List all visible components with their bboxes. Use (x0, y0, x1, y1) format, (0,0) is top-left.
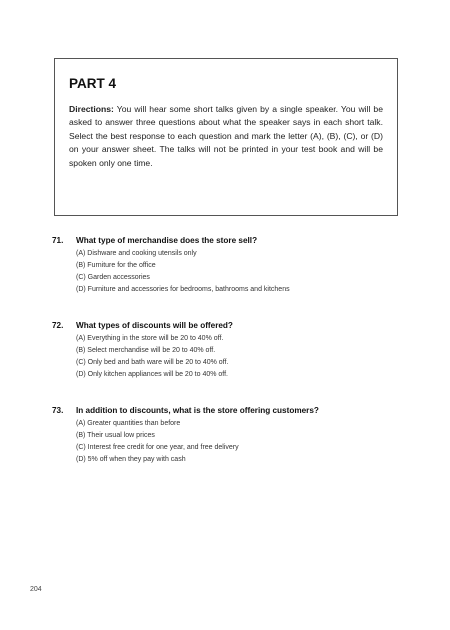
option-d: (D) 5% off when they pay with cash (76, 456, 186, 463)
answer-options (76, 333, 412, 381)
option-b: (B) Their usual low prices (76, 432, 155, 439)
directions-body: You will hear some short talks given by a single speaker. You will be asked to answer three questions about what the speaker says in each short talk. Select the best response to each question and mark the letter (A), (B), (C), or (D) on your answer sheet. The talks will not be printed in your test book and will be spoken only one time. (69, 104, 383, 168)
option-a: (A) Everything in the store will be 20 to 40% off. (76, 335, 224, 342)
option-b: (B) Furniture for the office (76, 262, 156, 269)
question-71 (52, 234, 412, 296)
option-c: (C) Garden accessories (76, 274, 150, 281)
question-text: What type of merchandise does the store sell? (76, 236, 258, 245)
answer-options (76, 248, 412, 296)
page-number: 204 (30, 586, 42, 593)
question-header (52, 234, 412, 247)
question-72 (52, 319, 412, 381)
question-73 (52, 404, 412, 466)
directions-text (69, 103, 383, 170)
directions-label: Directions: (69, 104, 114, 114)
option-c: (C) Interest free credit for one year, and free delivery (76, 444, 239, 451)
option-c: (C) Only bed and bath ware will be 20 to 40% off. (76, 359, 229, 366)
option-a: (A) Dishware and cooking utensils only (76, 250, 197, 257)
question-text: What types of discounts will be offered? (76, 321, 233, 330)
option-d: (D) Furniture and accessories for bedrooms, bathrooms and kitchens (76, 286, 290, 293)
question-number: 72. (52, 321, 64, 330)
option-b: (B) Select merchandise will be 20 to 40% off. (76, 347, 216, 354)
option-a: (A) Greater quantities than before (76, 420, 181, 427)
question-header (52, 319, 412, 332)
option-d: (D) Only kitchen appliances will be 20 to 40% off. (76, 371, 229, 378)
part-title: PART 4 (69, 76, 117, 91)
answer-options (76, 418, 412, 466)
question-number: 73. (52, 406, 64, 415)
question-text: In addition to discounts, what is the store offering customers? (76, 406, 319, 415)
question-header (52, 404, 412, 417)
directions-box (54, 58, 398, 216)
question-number: 71. (52, 236, 64, 245)
